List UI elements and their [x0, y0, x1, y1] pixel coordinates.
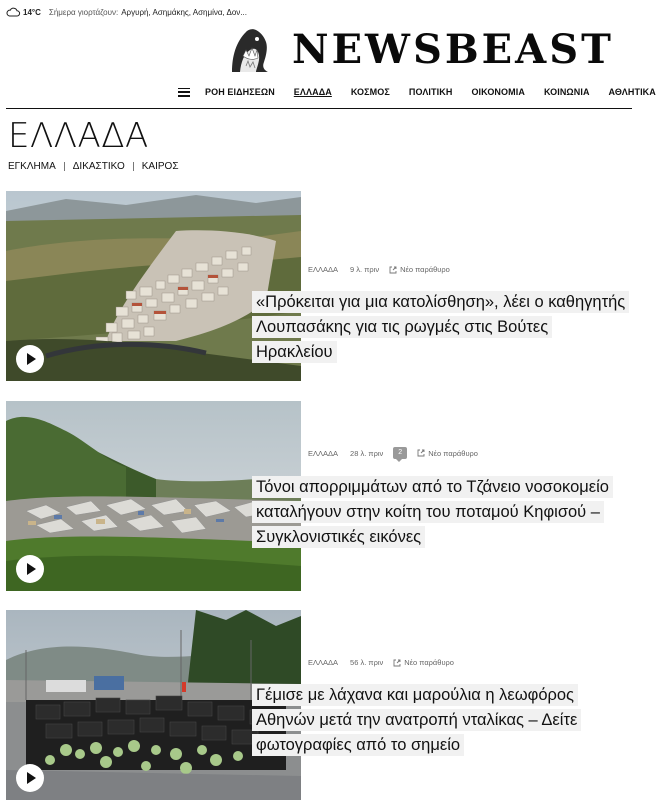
nav-item-athlitika[interactable]: ΑΘΛΗΤΙΚΑ: [608, 87, 656, 97]
weather-strip: [6, 6, 247, 18]
external-link-icon: [417, 449, 425, 457]
nameday-label: Σήμερα γιορτάζουν:: [48, 7, 119, 17]
article-time: 9 λ. πριν: [350, 265, 380, 274]
open-new-window-link[interactable]: [393, 658, 454, 667]
play-video-button[interactable]: [16, 555, 44, 583]
article-card[interactable]: [6, 610, 632, 800]
article-meta: [308, 265, 450, 274]
article-title-text[interactable]: «Πρόκειται για μια κατολίσθηση», λέει ο καθηγητής Λουπασάκης για τις ρωγμές στις Βούτες Ηρακλείου: [252, 291, 629, 363]
cloud-icon: [6, 7, 20, 17]
article-card[interactable]: [6, 401, 632, 591]
shark-logo-icon: [226, 26, 274, 74]
article-title-text[interactable]: Γέμισε με λάχανα και μαρούλια η λεωφόρος Αθηνών μετά την ανατροπή νταλίκας – Δείτε φωτογραφίες από το σημείο: [252, 684, 581, 756]
comments-count-badge[interactable]: 2: [393, 447, 407, 459]
page-title: ΕΛΛΑΔΑ: [8, 116, 149, 156]
new-window-label: Νέο παράθυρο: [428, 448, 478, 458]
nav-item-kosmos[interactable]: ΚΟΣΜΟΣ: [350, 87, 390, 97]
article-time: 56 λ. πριν: [350, 658, 384, 667]
article-title[interactable]: [252, 475, 632, 550]
subnav-divider: [133, 162, 134, 171]
article-title[interactable]: [252, 290, 632, 365]
play-video-button[interactable]: [16, 764, 44, 792]
article-category[interactable]: ΕΛΛΑΔΑ: [308, 265, 339, 274]
nav-item-ellada[interactable]: ΕΛΛΑΔΑ: [293, 87, 332, 97]
wordmark: NEWSBEAST: [292, 26, 614, 73]
nameday-names[interactable]: Αργυρή, Ασημάκης, Ασημίνα, Δον...: [121, 7, 247, 17]
nav-item-roi-eidiseon[interactable]: ΡΟΗ ΕΙΔΗΣΕΩΝ: [205, 87, 275, 97]
nav-item-politiki[interactable]: ΠΟΛΙΤΙΚΗ: [408, 87, 453, 97]
article-title-text[interactable]: Τόνοι απορριμμάτων από το Τζάνειο νοσοκομείο καταλήγουν στην κοίτη του ποταμού Κηφισού – Συγκλονιστικές εικόνες: [252, 476, 613, 548]
new-window-label: Νέο παράθυρο: [404, 658, 454, 667]
open-new-window-link[interactable]: [389, 265, 450, 274]
open-new-window-link[interactable]: [417, 449, 478, 458]
article-category[interactable]: ΕΛΛΑΔΑ: [308, 658, 339, 667]
subnav-divider: [64, 162, 65, 171]
subnav-item-dikastiko[interactable]: ΔΙΚΑΣΤΙΚΟ: [72, 161, 125, 172]
subnav-item-egklima[interactable]: ΕΓΚΛΗΜΑ: [8, 161, 56, 172]
article-meta: [308, 658, 454, 667]
external-link-icon: [389, 266, 397, 274]
external-link-icon: [393, 659, 401, 667]
article-card[interactable]: [6, 191, 632, 381]
hamburger-menu-icon[interactable]: [178, 88, 190, 97]
article-category[interactable]: ΕΛΛΑΔΑ: [308, 448, 339, 458]
article-time: 28 λ. πριν: [350, 448, 384, 458]
subnav-item-kairos[interactable]: ΚΑΙΡΟΣ: [141, 161, 179, 172]
article-meta: [308, 447, 478, 459]
site-logo[interactable]: [226, 26, 614, 74]
article-title[interactable]: [252, 683, 632, 758]
nav-item-koinonia[interactable]: ΚΟΙΝΩΝΙΑ: [543, 87, 590, 97]
nav-item-oikonomia[interactable]: ΟΙΚΟΝΟΜΙΑ: [471, 87, 525, 97]
section-subnav: [8, 161, 179, 172]
play-video-button[interactable]: [16, 345, 44, 373]
main-nav: [178, 84, 656, 100]
new-window-label: Νέο παράθυρο: [400, 265, 450, 274]
header-divider: [6, 108, 632, 109]
temperature: 14°C: [23, 7, 41, 17]
